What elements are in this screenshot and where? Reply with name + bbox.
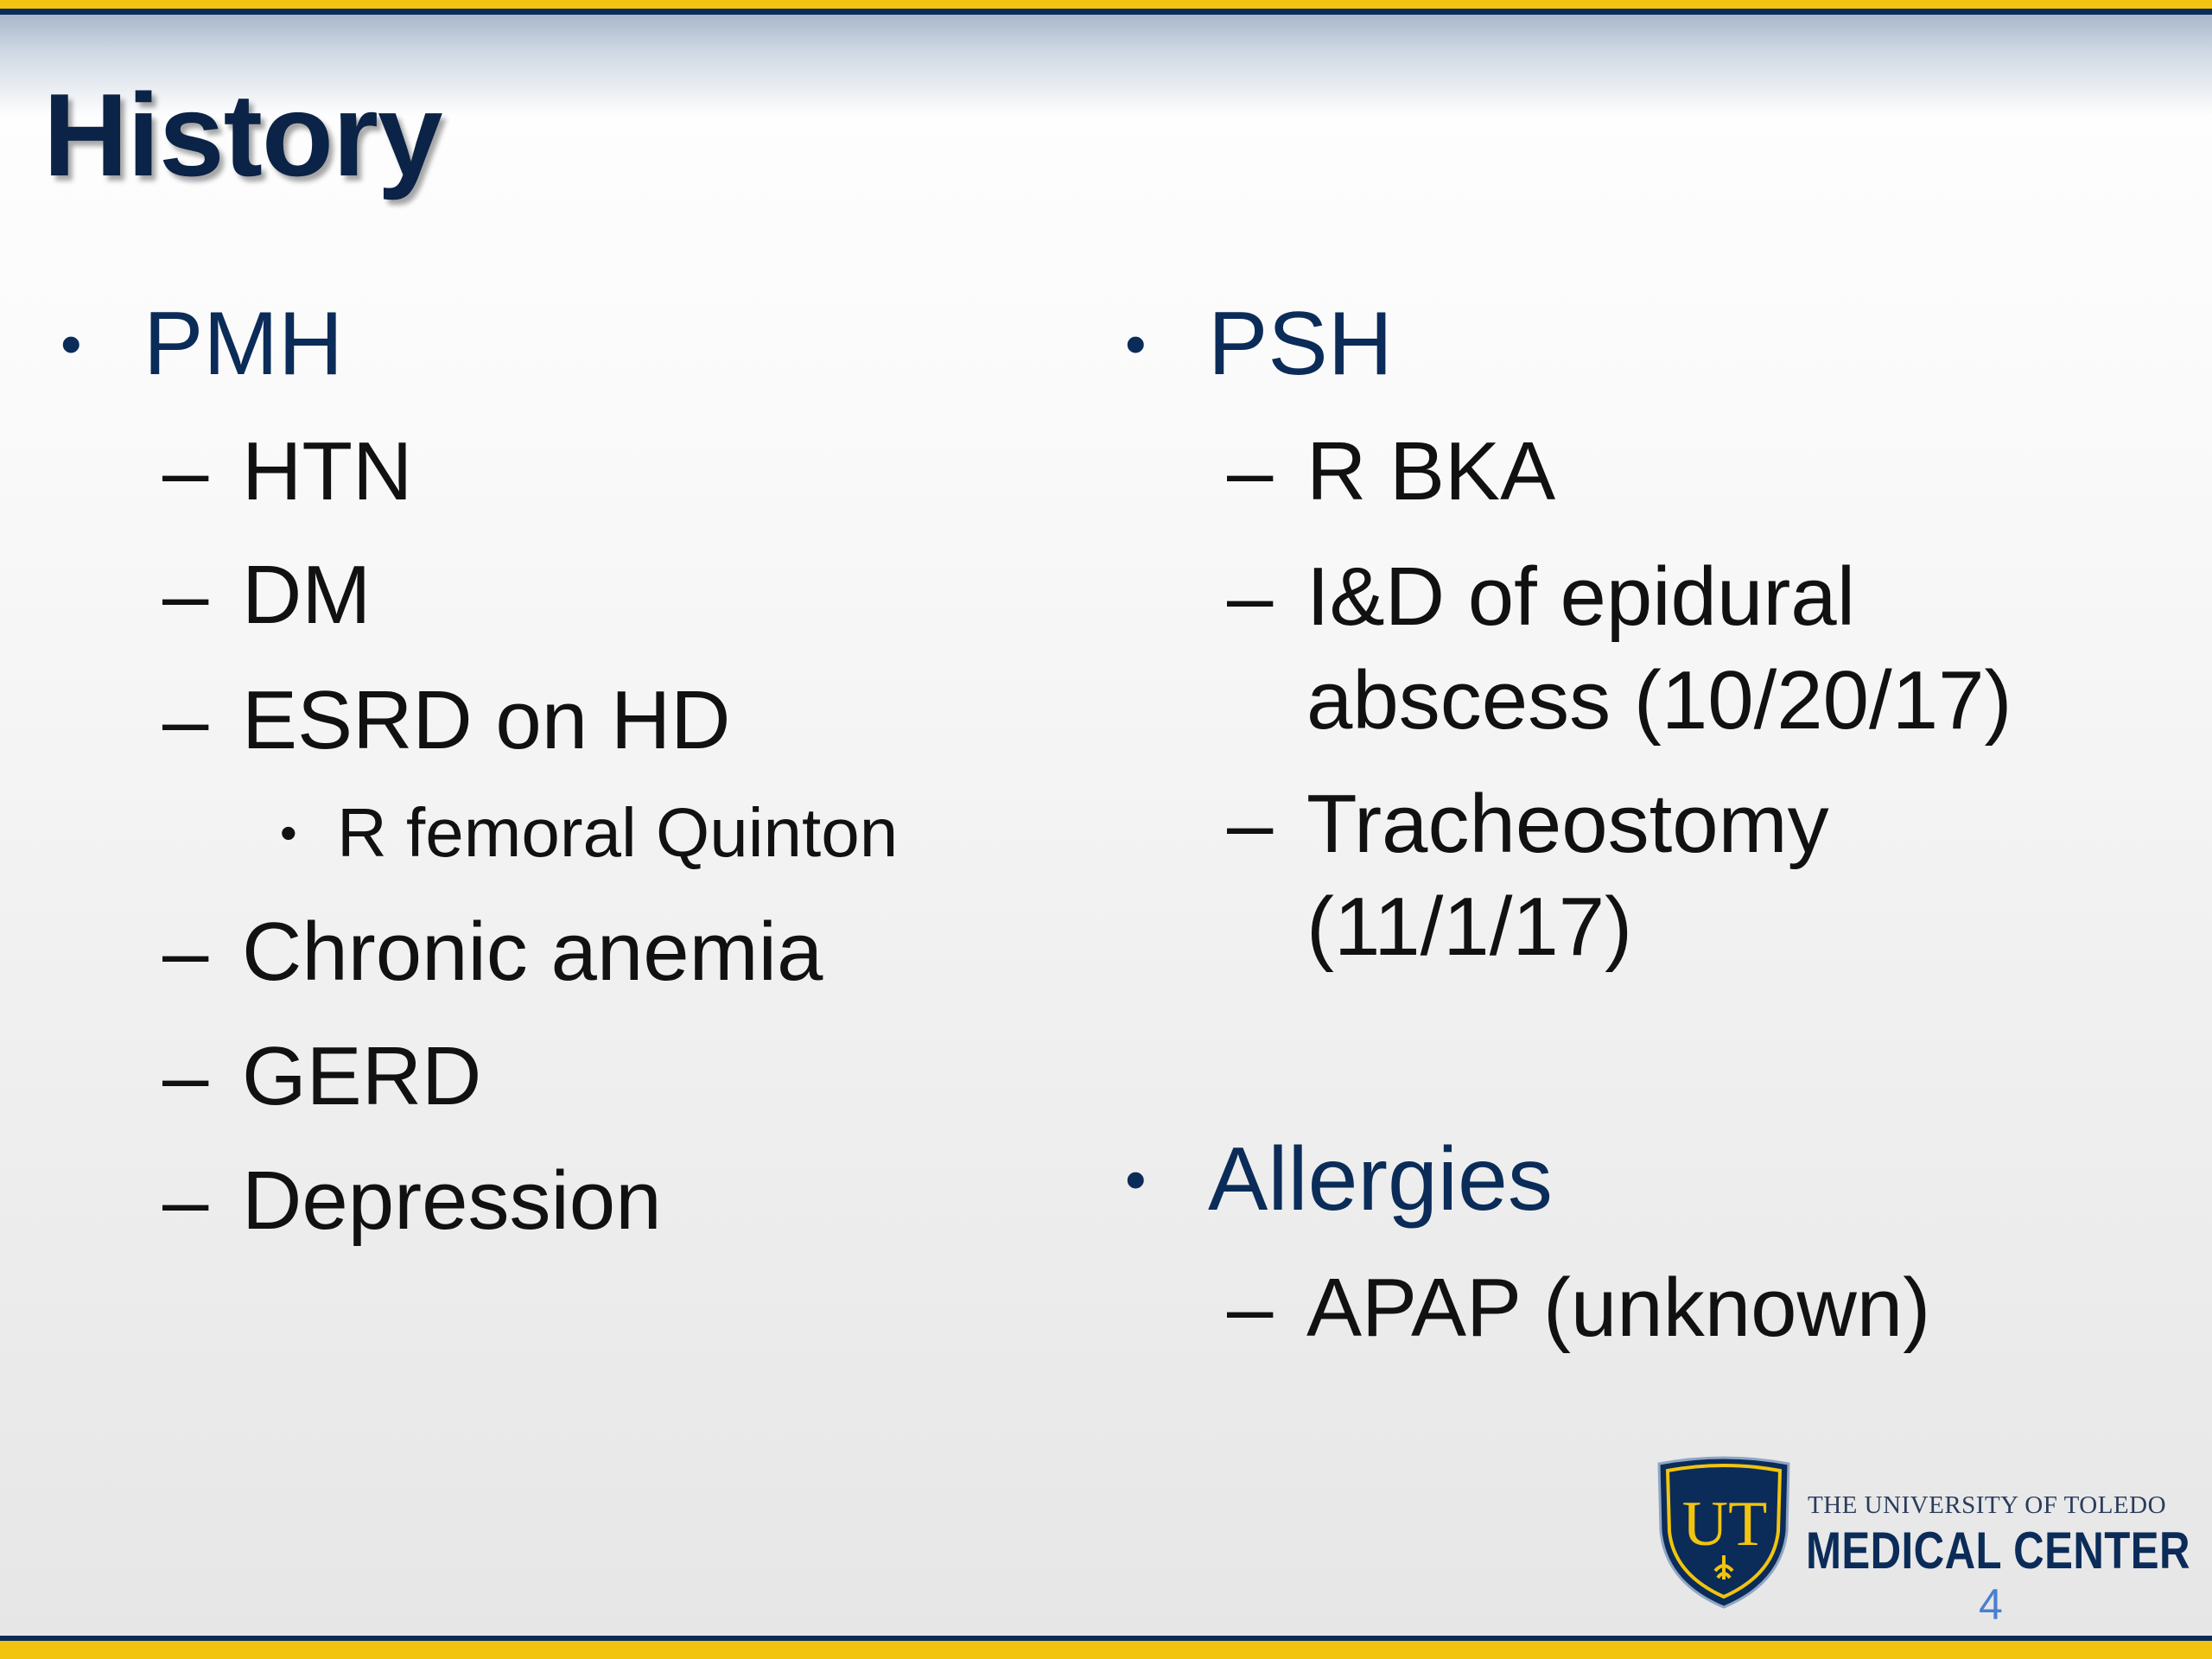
bottom-gold-band xyxy=(0,1641,2212,1659)
pmh-item-label: Depression xyxy=(242,1154,662,1247)
pmh-item-label: HTN xyxy=(242,425,413,518)
psh-item-id-line1 xyxy=(1227,550,1856,643)
dash-icon: – xyxy=(1227,425,1274,518)
pmh-item-dm xyxy=(162,549,372,641)
psh-item-trach-line1 xyxy=(1227,778,1829,870)
psh-heading-label: PSH xyxy=(1208,294,1393,394)
page-number: 4 xyxy=(1979,1580,2003,1629)
pmh-sub-item-label: R femoral Quinton xyxy=(337,794,899,871)
psh-heading xyxy=(1125,294,1393,394)
slide-title: History xyxy=(43,69,442,200)
dash-icon: – xyxy=(162,1030,209,1122)
psh-item-label: Tracheostomy xyxy=(1306,778,1829,870)
allergies-item-label: APAP (unknown) xyxy=(1306,1262,1931,1354)
bullet-icon: • xyxy=(60,310,82,378)
psh-item-label: (11/1/17) xyxy=(1306,880,1633,973)
bullet-icon: • xyxy=(280,805,297,860)
dash-icon: – xyxy=(1227,1262,1274,1354)
pmh-item-depression xyxy=(162,1154,662,1247)
dash-icon: – xyxy=(1227,778,1274,870)
pmh-item-label: ESRD on HD xyxy=(242,674,731,766)
logo-initials: UT xyxy=(1681,1489,1768,1560)
psh-item-label: I&D of epidural xyxy=(1306,550,1856,643)
logo-main-text: MEDICAL CENTER xyxy=(1806,1522,2190,1580)
pmh-item-htn xyxy=(162,425,413,518)
pmh-item-label: DM xyxy=(242,549,372,641)
psh-item-id-line2 xyxy=(1306,654,2012,747)
dash-icon: – xyxy=(162,906,209,998)
pmh-item-anemia xyxy=(162,906,823,998)
pmh-heading xyxy=(60,294,344,394)
pmh-item-label: Chronic anemia xyxy=(242,906,823,998)
bullet-icon: • xyxy=(1125,310,1147,378)
pmh-item-label: GERD xyxy=(242,1030,482,1122)
pmh-heading-label: PMH xyxy=(143,294,344,394)
pmh-item-gerd xyxy=(162,1030,482,1122)
allergies-item-apap xyxy=(1227,1262,1931,1354)
psh-item-trach-line2 xyxy=(1306,880,1633,973)
top-gold-band xyxy=(0,0,2212,9)
psh-item-r-bka xyxy=(1227,425,1556,518)
top-navy-band xyxy=(0,9,2212,15)
dash-icon: – xyxy=(162,549,209,641)
dash-icon: – xyxy=(162,674,209,766)
pmh-sub-item-quinton xyxy=(280,794,899,871)
psh-item-label: abscess (10/20/17) xyxy=(1306,654,2012,747)
ut-medical-center-logo xyxy=(1656,1453,2190,1609)
bullet-icon: • xyxy=(1125,1146,1147,1213)
logo-top-text: THE UNIVERSITY OF TOLEDO xyxy=(1808,1491,2167,1519)
allergies-heading-label: Allergies xyxy=(1208,1129,1553,1230)
dash-icon: – xyxy=(162,425,209,518)
dash-icon: – xyxy=(162,1154,209,1247)
ut-shield-icon xyxy=(1656,1453,1792,1609)
pmh-item-esrd xyxy=(162,674,731,766)
psh-item-label: R BKA xyxy=(1306,425,1556,518)
dash-icon: – xyxy=(1227,550,1274,643)
allergies-heading xyxy=(1125,1129,1553,1230)
